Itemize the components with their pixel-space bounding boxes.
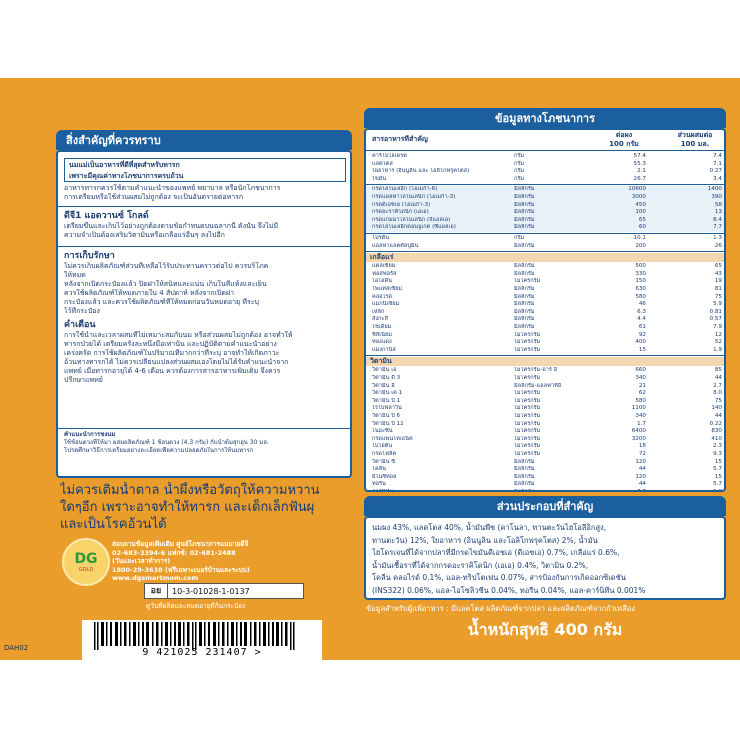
nutrient-unit: ไมโครกรัม — [514, 390, 541, 397]
per-100ml-value: 2.7 — [713, 382, 722, 389]
storage-line: ควรใช้ผลิตภัณฑ์ให้หมดภายใน 4 สัปดาห์ หลังจากเปิดฝา — [64, 289, 234, 297]
per-100g-value: 10600 — [628, 186, 646, 193]
notice-line-1: นมแม่เป็นอาหารที่ดีที่สุดสำหรับทารก — [69, 161, 180, 169]
nutrition-row — [366, 451, 724, 459]
nutrient-unit: ไมโครกรัม — [514, 346, 541, 353]
per-100g-value: 57.4 — [633, 153, 646, 159]
nutrition-row — [366, 202, 724, 210]
nutrient-name: วิตามิน บี 6 — [372, 413, 401, 419]
nutrition-header: ข้อมูลทางโภชนาการ — [364, 108, 726, 128]
nutrient-name: กรดไลโนเลอิกคอนจูเกต (ซีแอลเอ) — [372, 224, 456, 231]
nutrient-name: เหล็ก — [372, 308, 385, 315]
per-100g-value: 46 — [638, 301, 646, 308]
per-100ml-value: 44 — [714, 375, 722, 381]
nutrient-name: วิตามิน เอ — [372, 367, 397, 374]
per-100ml-value: 12 — [714, 331, 722, 338]
per-100g-value: 400 — [635, 339, 646, 346]
col-per100ml-unit: 100 มล. — [680, 140, 710, 148]
nutrient-unit: มิลลิกรัม — [514, 466, 535, 473]
per-100ml-value: 5.7 — [713, 481, 722, 488]
nutrient-unit: ไมโครกรัม — [514, 428, 541, 435]
nutrient-name: วิตามิน บี 12 — [372, 420, 404, 427]
nutrition-row — [366, 186, 724, 194]
per-100g-value: 500 — [635, 263, 646, 270]
contact-line: สอบถามข้อมูลเพิ่มเติม ศูนย์โภชนาการแมมายดีจี — [112, 540, 249, 548]
nutrient-name: ฟอสฟอรัส — [372, 270, 397, 277]
barcode-bars — [82, 622, 322, 650]
sugar-line: ไม่ควรเติมน้ำตาล น้ำผึ้งหรือวัตถุให้ความหวาน — [60, 483, 320, 498]
nutrient-unit: มิลลิกรัม — [514, 270, 535, 277]
storage-line: ให้หมด — [64, 271, 86, 279]
contact-info — [112, 540, 352, 583]
nutrient-name: ไบโอติน — [372, 443, 393, 450]
per-100g-value: 340 — [635, 375, 646, 381]
nutrient-name: ไนอะซิน — [372, 428, 393, 435]
col-per100ml: ส่วนผสมต่อ — [677, 131, 713, 139]
per-100ml-value: 44 — [714, 413, 722, 419]
per-100g-value: 26.7 — [633, 175, 646, 182]
per-100g-value: 450 — [635, 201, 646, 208]
nutrient-unit: มิลลิกรัม — [514, 489, 535, 492]
per-100g-value: 100 — [635, 209, 646, 216]
per-100g-value: 18 — [638, 443, 646, 450]
nutrient-name: ซีลีเนียม — [372, 331, 392, 338]
feeding-line: โปรดศึกษาวิธีการเตรียมอย่างละเอียดเพื่อความปลอดภัยในการให้นมทารก — [64, 447, 254, 454]
nutrient-name: ใยอาหาร (อินนูลิน และ โอลิโกฟรุคโตส) — [372, 168, 470, 175]
per-100g-value: 6.3 — [637, 308, 646, 315]
per-100g-value: 660 — [635, 367, 646, 374]
nutrient-unit: มิลลิกรัม-แอลฟาทีอี — [514, 382, 562, 389]
nutrient-name: ทองแดง — [372, 339, 392, 346]
nutrient-unit: มิลลิกรัม — [514, 301, 535, 308]
nutrient-unit: กรัม — [514, 168, 525, 175]
nutrition-row — [366, 428, 724, 436]
per-100ml-value: 52 — [714, 339, 722, 346]
nutrition-row — [366, 294, 724, 302]
registration-code: 10-3-01028-1-0137 — [172, 586, 250, 596]
nutrition-row — [366, 153, 724, 161]
nutrition-table-head — [366, 130, 724, 151]
nutrient-name: กรดแอลฟาไลโนเลนิก (โอเมก้า-3) — [372, 194, 456, 200]
nutrition-row — [366, 224, 724, 232]
per-100ml-value: 9.3 — [713, 451, 722, 457]
product-line: เตรียมขึ้นและเก็บไว้อย่างถูกต้องตามข้อกำหนดบนฉลากนี้ ดังนั้น จึงไม่มี — [64, 222, 279, 230]
row-divider — [366, 251, 724, 252]
nutrient-name: คาร์โบไฮเดรต — [372, 153, 407, 159]
per-100ml-value: 7.9 — [713, 324, 722, 330]
per-100g-value: 6400 — [631, 428, 646, 435]
allergen-info: ข้อมูลสำหรับผู้แพ้อาหาร : มีแลคโตส ผลิตภัณฑ์จากปลา และผลิตภัณฑ์จากถั่วเหลือง — [366, 604, 636, 613]
nutrient-name: กรดดีเอชเอ (โอเมก้า-3) — [372, 201, 431, 208]
nutrient-unit: กรัม — [514, 153, 525, 159]
per-100ml-value: 830 — [711, 428, 722, 435]
nutrient-name: ไอโอดีน — [372, 278, 392, 285]
sugar-line: และเป็นโรคอ้วนได้ — [60, 517, 167, 532]
sugar-line: ใดๆอีก เพราะอาจทำให้ทารก และเด็กเล็กฟันผุ — [60, 500, 315, 515]
barcode-digits: 9 421025 231407 > — [142, 647, 262, 658]
nutrient-name: คลอไรด์ — [372, 293, 392, 300]
nutrient-unit: มิลลิกรัม — [514, 308, 535, 315]
storage-line: กระป๋องแล้ว และควรใช้ผลิตภัณฑ์ที่ให้หมดก่อนวันหมดอายุ ที่ระบุ — [64, 298, 259, 306]
row-divider — [366, 184, 724, 185]
per-100ml-value: 13 — [714, 209, 722, 216]
nutrition-row — [366, 271, 724, 279]
per-100ml-value: 43 — [714, 270, 722, 277]
row-divider — [366, 233, 724, 234]
nutrient-unit: ไมโครกรัม — [514, 278, 541, 285]
bullet-line: อาหารทารกควรใช้ตามคำแนะนำของแพทย์ พยาบาล หรือนักโภชนาการ — [64, 184, 281, 192]
nutrient-unit: มิลลิกรัม — [514, 242, 535, 249]
ingredients-line: น้ำมันเชื้อราที่ได้จากกรดอะราคิโดนิก (เอเอ) 0.4%, วิตามิน 0.2%, — [372, 560, 589, 570]
per-100g-value: 330 — [635, 270, 646, 277]
nutrition-row — [366, 383, 724, 391]
warning-line: เคร่งครัด การใช้ผลิตภัณฑ์ในปริมาณที่มากกว่าที่ระบุ อาจทำให้เกิดภาวะ — [64, 349, 280, 357]
nutrition-rows — [366, 151, 724, 490]
per-100ml-value: 7.1 — [713, 160, 722, 167]
warning-line: แพทย์ เมื่อทารกอายุได้ 4-6 เดือน ควรต้องการสารอาหารเพิ่มเติม จึงควร — [64, 367, 281, 375]
per-100ml-value: 2.3 — [713, 443, 722, 450]
per-100ml-value: 0.57 — [709, 316, 722, 323]
per-100g-value: 3000 — [631, 194, 646, 200]
nutrition-row — [366, 474, 724, 482]
nutrient-name: วิตามิน ซี — [372, 458, 396, 465]
nutrition-row — [366, 278, 724, 286]
per-100ml-value: 75 — [714, 293, 722, 300]
per-100g-value: 340 — [635, 413, 646, 419]
nutrient-name: วิตามิน เค 1 — [372, 390, 403, 397]
nutrition-row — [366, 235, 724, 243]
storage-line: ไว้ที่กระป๋อง — [64, 307, 100, 315]
logo-subtext: GOLD — [78, 566, 94, 573]
nutrient-unit: ไมโครกรัม — [514, 420, 541, 427]
per-100g-value: 15 — [638, 346, 646, 353]
ingredients-line: นมผง 43%, แลคโตส 40%, น้ำมันพืช (คาโนลา, ทานตะวันไฮโอลีอิกสูง, — [372, 523, 607, 532]
nutrient-unit: มิลลิกรัม — [514, 209, 535, 216]
nutrition-row — [366, 405, 724, 413]
nutrient-unit: มิลลิกรัม — [514, 293, 535, 300]
per-100g-value: 44 — [638, 466, 646, 473]
nutrient-name: กรดแพนโทเธนิค — [372, 435, 413, 442]
warning-line: ทารกป่วยได้ เตรียมครั้งละหนึ่งมื้อเท่านั้น และปฏิบัติตามคำแนะนำอย่าง — [64, 340, 277, 348]
col-per100g: ต่อผง — [615, 131, 633, 139]
per-100g-value: 21 — [638, 382, 646, 389]
nutrient-unit: มิลลิกรัม — [514, 316, 535, 323]
nutrient-unit: มิลลิกรัม — [514, 473, 535, 480]
nutrient-unit: มิลลิกรัม — [514, 263, 535, 270]
section-title: เกลือแร่ — [366, 253, 724, 262]
per-100ml-value: 8.4 — [713, 216, 722, 223]
contact-line: www.dgsmartmom.com — [112, 574, 199, 582]
per-100ml-value: 1.9 — [713, 346, 722, 353]
nutrient-name: วิตามิน ดี 3 — [372, 375, 401, 381]
nutrition-row — [366, 324, 724, 332]
per-100ml-value: 15 — [714, 473, 722, 480]
storage-line: ไม่ควรเก็บผลิตภัณฑ์ส่วนที่เหลือไว้รับประทานคราวต่อไป ควรบริโภค — [64, 262, 269, 270]
nutrient-name: วิตามิน บี 1 — [372, 397, 401, 404]
per-100ml-value: 390 — [711, 194, 722, 200]
nutrition-row — [366, 489, 724, 492]
per-100ml-value: 81 — [714, 286, 722, 292]
nutrition-table — [364, 128, 726, 492]
col-per100g-unit: 100 กรัม — [609, 140, 639, 148]
nutrient-unit: มิลลิกรัม — [514, 216, 535, 223]
ingredients-header: ส่วนประกอบที่สำคัญ — [364, 496, 726, 516]
bullet-line: การเตรียมหรือใช้ส่วนผสมไม่ถูกต้อง จะเป็นอันตรายต่อทารก — [64, 193, 244, 201]
warning-line: อ้วนทางทารกได้ ไม่ควรเปลี่ยนแปลงส่วนผสมเองโดยไม่ได้รับคำแนะนำจาก — [64, 358, 289, 366]
warning-line: ปรึกษาแพทย์ — [64, 376, 103, 384]
per-100g-value: 120 — [635, 458, 646, 465]
nutrition-row — [366, 347, 724, 355]
per-100ml-value: 3.4 — [713, 175, 722, 182]
nutrition-row — [366, 161, 724, 169]
warning-title: คำเตือน — [64, 320, 96, 330]
per-100g-value: 150 — [635, 278, 646, 285]
nutrition-row — [366, 217, 724, 225]
nutrition-row — [366, 316, 724, 324]
per-100ml-value: 1.3 — [713, 235, 722, 241]
nutrient-name: สังกะสี — [372, 316, 388, 323]
per-100ml-value: 5.7 — [713, 466, 722, 473]
nutrient-unit: ไมโครกรัม — [514, 413, 541, 419]
ingredients-line: ไฮโดรเจนที่ได้จากปลาที่มีกรดไขมันดีเอชเอ (ดีเอชเอ) 0.7%, เกลือแร่ 0.6%, — [372, 548, 620, 557]
per-100g-value: 120 — [635, 473, 646, 480]
per-100ml-value: 0.22 — [709, 420, 722, 427]
nutrient-name: โพแทสเซียม — [372, 286, 403, 292]
nutrient-unit: มิลลิกรัม — [514, 286, 535, 292]
dg-logo — [62, 538, 110, 586]
per-100ml-value: 8.0 — [713, 390, 722, 397]
registration-mark — [144, 583, 304, 599]
nutrient-unit: ไมโครกรัม — [514, 405, 541, 412]
per-100g-value: 200 — [635, 242, 646, 249]
nutrient-unit: มิลลิกรัม — [514, 324, 535, 330]
nutrient-name: ไขมัน — [372, 175, 387, 182]
nutrient-name: แคลเซียม — [372, 263, 396, 270]
storage-line: หลังจากเปิดกระป๋องแล้ว ปิดฝาให้สนิทและแน่น เก็บในที่แห้งและเย็น — [64, 280, 267, 288]
nutrient-name: คาร์นิทีน — [372, 489, 394, 492]
per-100g-value: 72 — [638, 451, 646, 457]
nutrient-name: กรดแกมมาไลโนเลนิก (จีแอลเอ) — [372, 216, 451, 223]
per-100g-value: 65 — [638, 216, 646, 223]
nutrient-unit: ไมโครกรัม — [514, 375, 541, 381]
ingredients-line: โคลีน คลอไรด์ 0.1%, แอล-ทริปโตเฟน 0.07%, สารป้องกันการเกิดออกซิเดชัน — [372, 573, 626, 582]
nutrient-name: วิตามิน อี — [372, 382, 395, 389]
ingredients-line: (INS322) 0.06%, แอล-ไอโซลิวซีน 0.04%, ทอรีน 0.04%, แอล-คาร์นิทีน 0.001% — [372, 585, 646, 595]
contact-line: 1800-29-3638 (ฟรีเฉพาะเบอร์บ้านและระบบ) — [112, 565, 250, 574]
nutrient-unit: ไมโครกรัม — [514, 451, 541, 457]
nutrient-name: โคลีน — [372, 466, 386, 473]
feeding-line: ใช้ช้อนตวงที่ให้มา ผสมผลิตภัณฑ์ 1 ช้อนตวง (4.3 กรัม) กับน้ำต้มสุกอุ่น 30 มล. — [64, 439, 269, 446]
nutrient-name: แอลฟาแลคตัลบูมิน — [372, 242, 419, 249]
per-100g-value: 61 — [638, 324, 646, 330]
per-100g-value: 44 — [638, 481, 646, 488]
per-100g-value: 2.1 — [637, 168, 646, 175]
per-100ml-value: 26 — [714, 242, 722, 249]
nutrient-unit: ไมโครกรัม — [514, 397, 541, 404]
nutrient-unit: มิลลิกรัม — [514, 481, 535, 488]
nutrition-row — [366, 301, 724, 309]
expiry-note: ดูวันที่ผลิตและหมดอายุที่ก้นกระป๋อง — [146, 602, 246, 610]
per-100ml-value: 1400 — [707, 186, 722, 193]
nutrient-unit: กรัม — [514, 175, 525, 182]
per-100g-value: 580 — [635, 293, 646, 300]
nutrient-unit: มิลลิกรัม — [514, 458, 535, 465]
nutrient-unit: กรัม — [514, 160, 525, 167]
section-title: วิตามิน — [366, 357, 724, 366]
nutrient-unit: ไมโครกรัม — [514, 435, 541, 442]
per-100ml-value: 75 — [714, 397, 722, 404]
nutrient-unit: มิลลิกรัม — [514, 186, 535, 193]
nutrient-name: กรดอะราคิโดนิก (เอเอ) — [372, 209, 429, 216]
nutrient-name: อิโนซิทอล — [372, 473, 397, 480]
nutrient-name: แมกนีเซียม — [372, 301, 400, 308]
nutrition-row — [366, 390, 724, 398]
per-100ml-value: 19 — [714, 278, 722, 285]
nutrition-row — [366, 309, 724, 317]
nutrient-name: ทอรีน — [372, 481, 386, 488]
important-box — [56, 150, 352, 478]
nutrition-row — [366, 443, 724, 451]
nutrient-unit: มิลลิกรัม — [514, 201, 535, 208]
product-title: ดีจี1 แอดวานซ์ โกลด์ — [64, 211, 149, 221]
breastfeeding-notice — [64, 158, 346, 182]
nutrition-row — [366, 286, 724, 294]
per-100g-value: 7.7 — [637, 489, 646, 492]
per-100ml-value: 7.7 — [713, 224, 722, 231]
nutrient-name: ไรโบฟลาวิน — [372, 405, 402, 412]
nutrient-unit: ไมโครกรัม — [514, 443, 541, 450]
nutrition-row — [366, 243, 724, 251]
per-100g-value: 1.7 — [637, 420, 646, 427]
nutrient-name: กรดโฟลิค — [372, 451, 397, 457]
nutrient-name: แมงกานีส — [372, 346, 396, 353]
per-100g-value: 630 — [635, 286, 646, 292]
per-100g-value: 62 — [638, 390, 646, 397]
per-100ml-value: 1.0 — [713, 489, 722, 492]
barcode — [82, 620, 322, 660]
nutrient-unit: มิลลิกรัม — [514, 194, 535, 200]
product-code: DAH02 — [4, 644, 29, 652]
important-header: สิ่งสำคัญที่ควรทราบ — [56, 130, 352, 150]
nutrition-row — [366, 375, 724, 383]
nutrition-row — [366, 413, 724, 421]
nutrient-unit: ไมโครกรัม — [514, 331, 541, 338]
per-100g-value: 92 — [638, 331, 646, 338]
net-weight: น้ำหนักสุทธิ 400 กรัม — [467, 620, 623, 639]
ingredients-box — [364, 516, 726, 600]
warning-line: การใช้น้ำและเวลาผสมที่ไม่เหมาะสมกับนม หรือส่วนผสมไม่ถูกต้อง อาจทำให้ — [64, 331, 293, 339]
nutrient-unit: ไมโครกรัม-อาร์ อี — [514, 367, 557, 374]
nutrient-name: แลคโตส — [372, 160, 393, 167]
per-100ml-value: 0.81 — [709, 308, 722, 315]
nutrition-row — [366, 398, 724, 406]
per-100ml-value: 7.4 — [713, 153, 722, 159]
nutrition-row — [366, 209, 724, 217]
nutrition-row — [366, 263, 724, 271]
per-100g-value: 60 — [638, 224, 646, 231]
col-nutrient: สารอาหารที่สำคัญ — [372, 135, 428, 143]
per-100g-value: 4.4 — [637, 316, 646, 323]
per-100g-value: 55.3 — [633, 160, 646, 167]
per-100ml-value: 65 — [714, 263, 722, 270]
nutrition-row — [366, 339, 724, 347]
nutrition-row — [366, 168, 724, 176]
row-divider — [366, 355, 724, 356]
per-100g-value: 1100 — [631, 405, 646, 412]
nutrition-row — [366, 481, 724, 489]
product-line: ความจำเป็นต้องเสริมวิตามินหรือเกลือแร่อื่นๆ ลงไปอีก — [64, 231, 225, 239]
feeding-title: คำแนะนำการชงนม — [64, 431, 116, 438]
nutrition-row — [366, 459, 724, 467]
per-100ml-value: 15 — [714, 458, 722, 465]
fda-icon: อย — [145, 584, 168, 598]
logo-text: DG — [74, 550, 98, 567]
notice-line-2: เพราะมีคุณค่าทางโภชนาการครบถ้วน — [69, 172, 184, 180]
per-100ml-value: 410 — [711, 435, 722, 442]
sugar-warning — [60, 482, 356, 533]
nutrition-row — [366, 466, 724, 474]
nutrition-row — [366, 436, 724, 444]
nutrient-name: โซเดียม — [372, 324, 392, 330]
ingredients-line: ทานตะวัน) 12%, ใยอาหาร (อินนูลิน และโอลิโกฟรุคโตส) 2%, น้ำมัน — [372, 535, 598, 545]
label-panel — [0, 78, 740, 660]
nutrition-row — [366, 332, 724, 340]
per-100g-value: 3200 — [631, 435, 646, 442]
per-100ml-value: 85 — [714, 367, 722, 374]
storage-title: การเก็บรักษา — [64, 251, 115, 261]
per-100ml-value: 5.9 — [713, 301, 722, 308]
nutrition-row — [366, 367, 724, 375]
per-100g-value: 580 — [635, 397, 646, 404]
nutrition-row — [366, 194, 724, 202]
nutrient-unit: มิลลิกรัม — [514, 224, 535, 231]
contact-line: 02-683-3394-6 แฟกซ์: 02-681-2488 — [112, 548, 236, 557]
per-100ml-value: 0.27 — [709, 168, 722, 175]
per-100ml-value: 140 — [711, 405, 722, 412]
nutrient-unit: กรัม — [514, 235, 525, 241]
nutrient-unit: ไมโครกรัม — [514, 339, 541, 346]
per-100ml-value: 58 — [714, 201, 722, 208]
nutrition-row — [366, 421, 724, 429]
contact-line: (วันและเวลาทำการ) — [112, 557, 171, 565]
nutrition-row — [366, 176, 724, 184]
per-100g-value: 10.1 — [633, 235, 646, 241]
nutrient-name: กรดไลโนเลอิก (โอเมก้า-6) — [372, 186, 438, 193]
nutrient-name: โปรตีน — [372, 235, 390, 241]
